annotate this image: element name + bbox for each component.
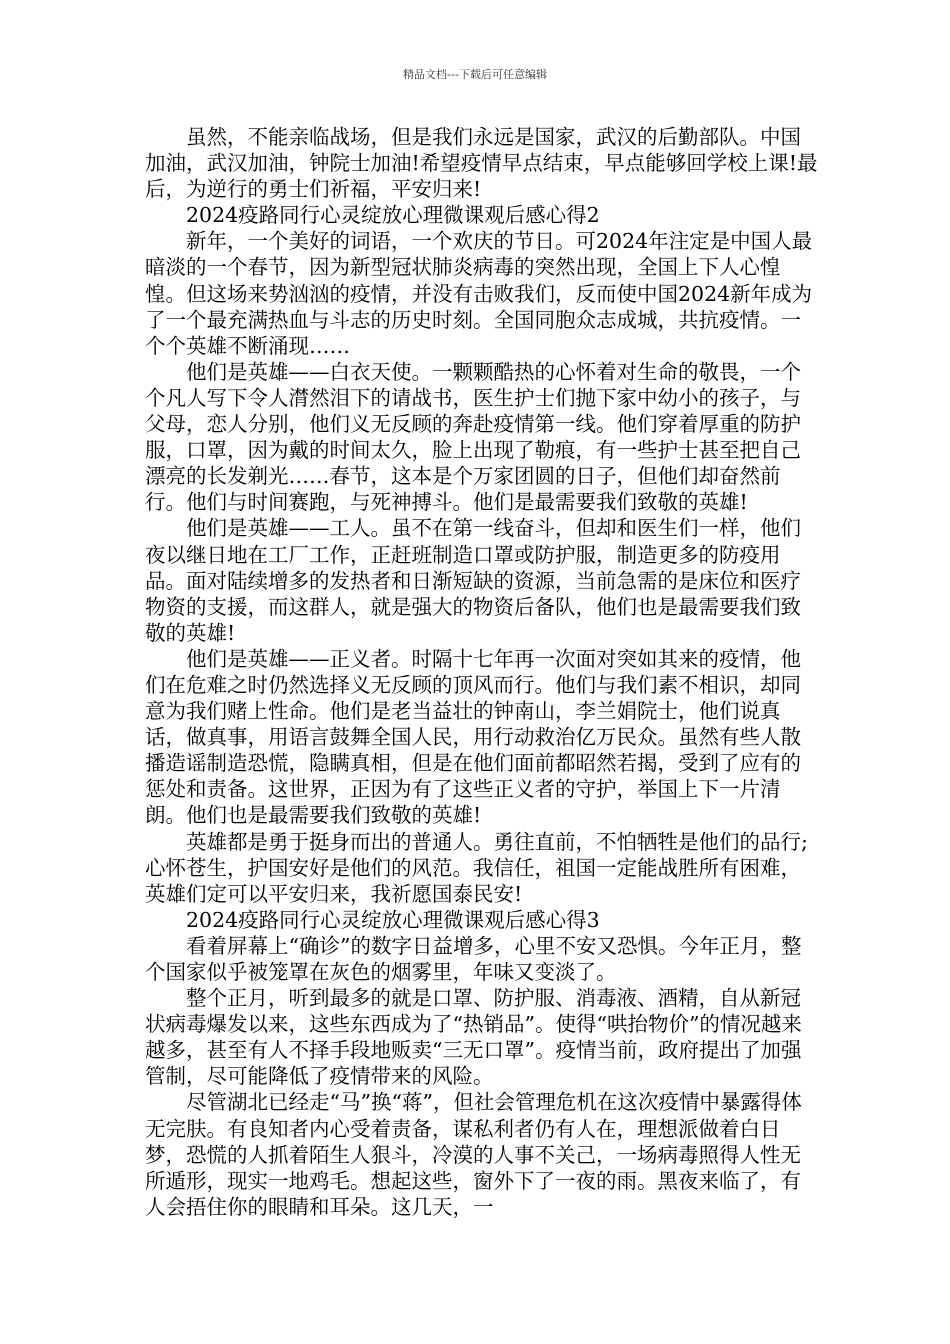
paragraph: 他们是英雄——正义者。时隔十七年再一次面对突如其来的疫情，他们在危难之时仍然选择义无反顾的顶风而行。他们与我们素不相识，却同意为我们赌上性命。他们是老当益壮的钟南山，李兰娟院士，他们说真话，做真事，用语言鼓舞全国人民，用行动救治亿万民众。虽然有些人散播造谣制造恐慌，隐瞒真相，但是在他们面前都昭然若揭，受到了应有的惩处和责备。这世界，正因为有了这些正义者的守护，举国上下一片清朗。他们也是最需要我们致敬的英雄!: [145, 646, 801, 828]
paragraph: 英雄都是勇于挺身而出的普通人。勇往直前，不怕牺牲是他们的品行;心怀苍生，护国安好是他们的风范。我信任，祖国一定能战胜所有困难，英雄们定可以平安归来，我祈愿国泰民安!: [145, 829, 808, 906]
page-header: 精品文档---下载后可任意编辑: [403, 68, 547, 81]
section-heading: 2024疫路同行心灵绽放心理微课观后感心得2: [186, 203, 600, 228]
section-heading: 2024疫路同行心灵绽放心理微课观后感心得3: [186, 907, 600, 932]
document-body: [145, 124, 821, 1220]
paragraph: 新年，一个美好的词语，一个欢庆的节日。可2024年注定是中国人最暗淡的一个春节，因为新型冠状肺炎病毒的突然出现，全国上下人心惶惶。但这场来势汹汹的疫情，并没有击败我们，反而使中国2024新年成为了一个最充满热血与斗志的历史时刻。全国同胞众志成城，共抗疫情。一个个英雄不断涌现……: [145, 229, 813, 358]
paragraph: 整个正月，听到最多的就是口罩、防护服、消毒液、酒精，自从新冠状病毒爆发以来，这些东西成为了“热销品”。使得“哄抬物价”的情况越来越多，甚至有人不择手段地贩卖“三无口罩”。疫情当前，政府提出了加强管制，尽可能降低了疫情带来的风险。: [145, 986, 802, 1089]
paragraph: 他们是英雄——工人。虽不在第一线奋斗，但却和医生们一样，他们夜以继日地在工厂工作，正赶班制造口罩或防护服，制造更多的防疫用品。面对陆续增多的发热者和日渐短缺的资源，当前急需的是床位和医疗物资的支援，而这群人，就是强大的物资后备队，他们也是最需要我们致敬的英雄!: [145, 516, 801, 645]
paragraph: 虽然，不能亲临战场，但是我们永远是国家，武汉的后勤部队。中国加油，武汉加油，钟院士加油!希望疫情早点结束，早点能够回学校上课!最后，为逆行的勇士们祈福，平安归来!: [145, 125, 818, 202]
paragraph: 尽管湖北已经走“马”换“蒋”，但社会管理危机在这次疫情中暴露得体无完肤。有良知者内心受着责备，谋私利者仍有人在，理想派做着白日梦，恐慌的人抓着陌生人狠斗，冷漠的人事不关己，一场病毒照得人性无所遁形，现实一地鸡毛。想起这些，窗外下了一夜的雨。黑夜来临了，有人会捂住你的眼睛和耳朵。这几天，一: [145, 1090, 802, 1219]
paragraph: 他们是英雄——白衣天使。一颗颗酷热的心怀着对生命的敬畏，一个个凡人写下令人潸然泪下的请战书，医生护士们抛下家中幼小的孩子，与父母，恋人分别，他们义无反顾的奔赴疫情第一线。他们穿着厚重的防护服，口罩，因为戴的时间太久，脸上出现了勒痕，有一些护士甚至把自己漂亮的长发剃光……春节，这本是个万家团圆的日子，但他们却奋然前行。他们与时间赛跑，与死神搏斗。他们是最需要我们致敬的英雄!: [145, 359, 801, 515]
paragraph: 看着屏幕上“确诊”的数字日益增多，心里不安又恐惧。今年正月，整个国家似乎被笼罩在灰色的烟雾里，年味又变淡了。: [145, 933, 802, 984]
